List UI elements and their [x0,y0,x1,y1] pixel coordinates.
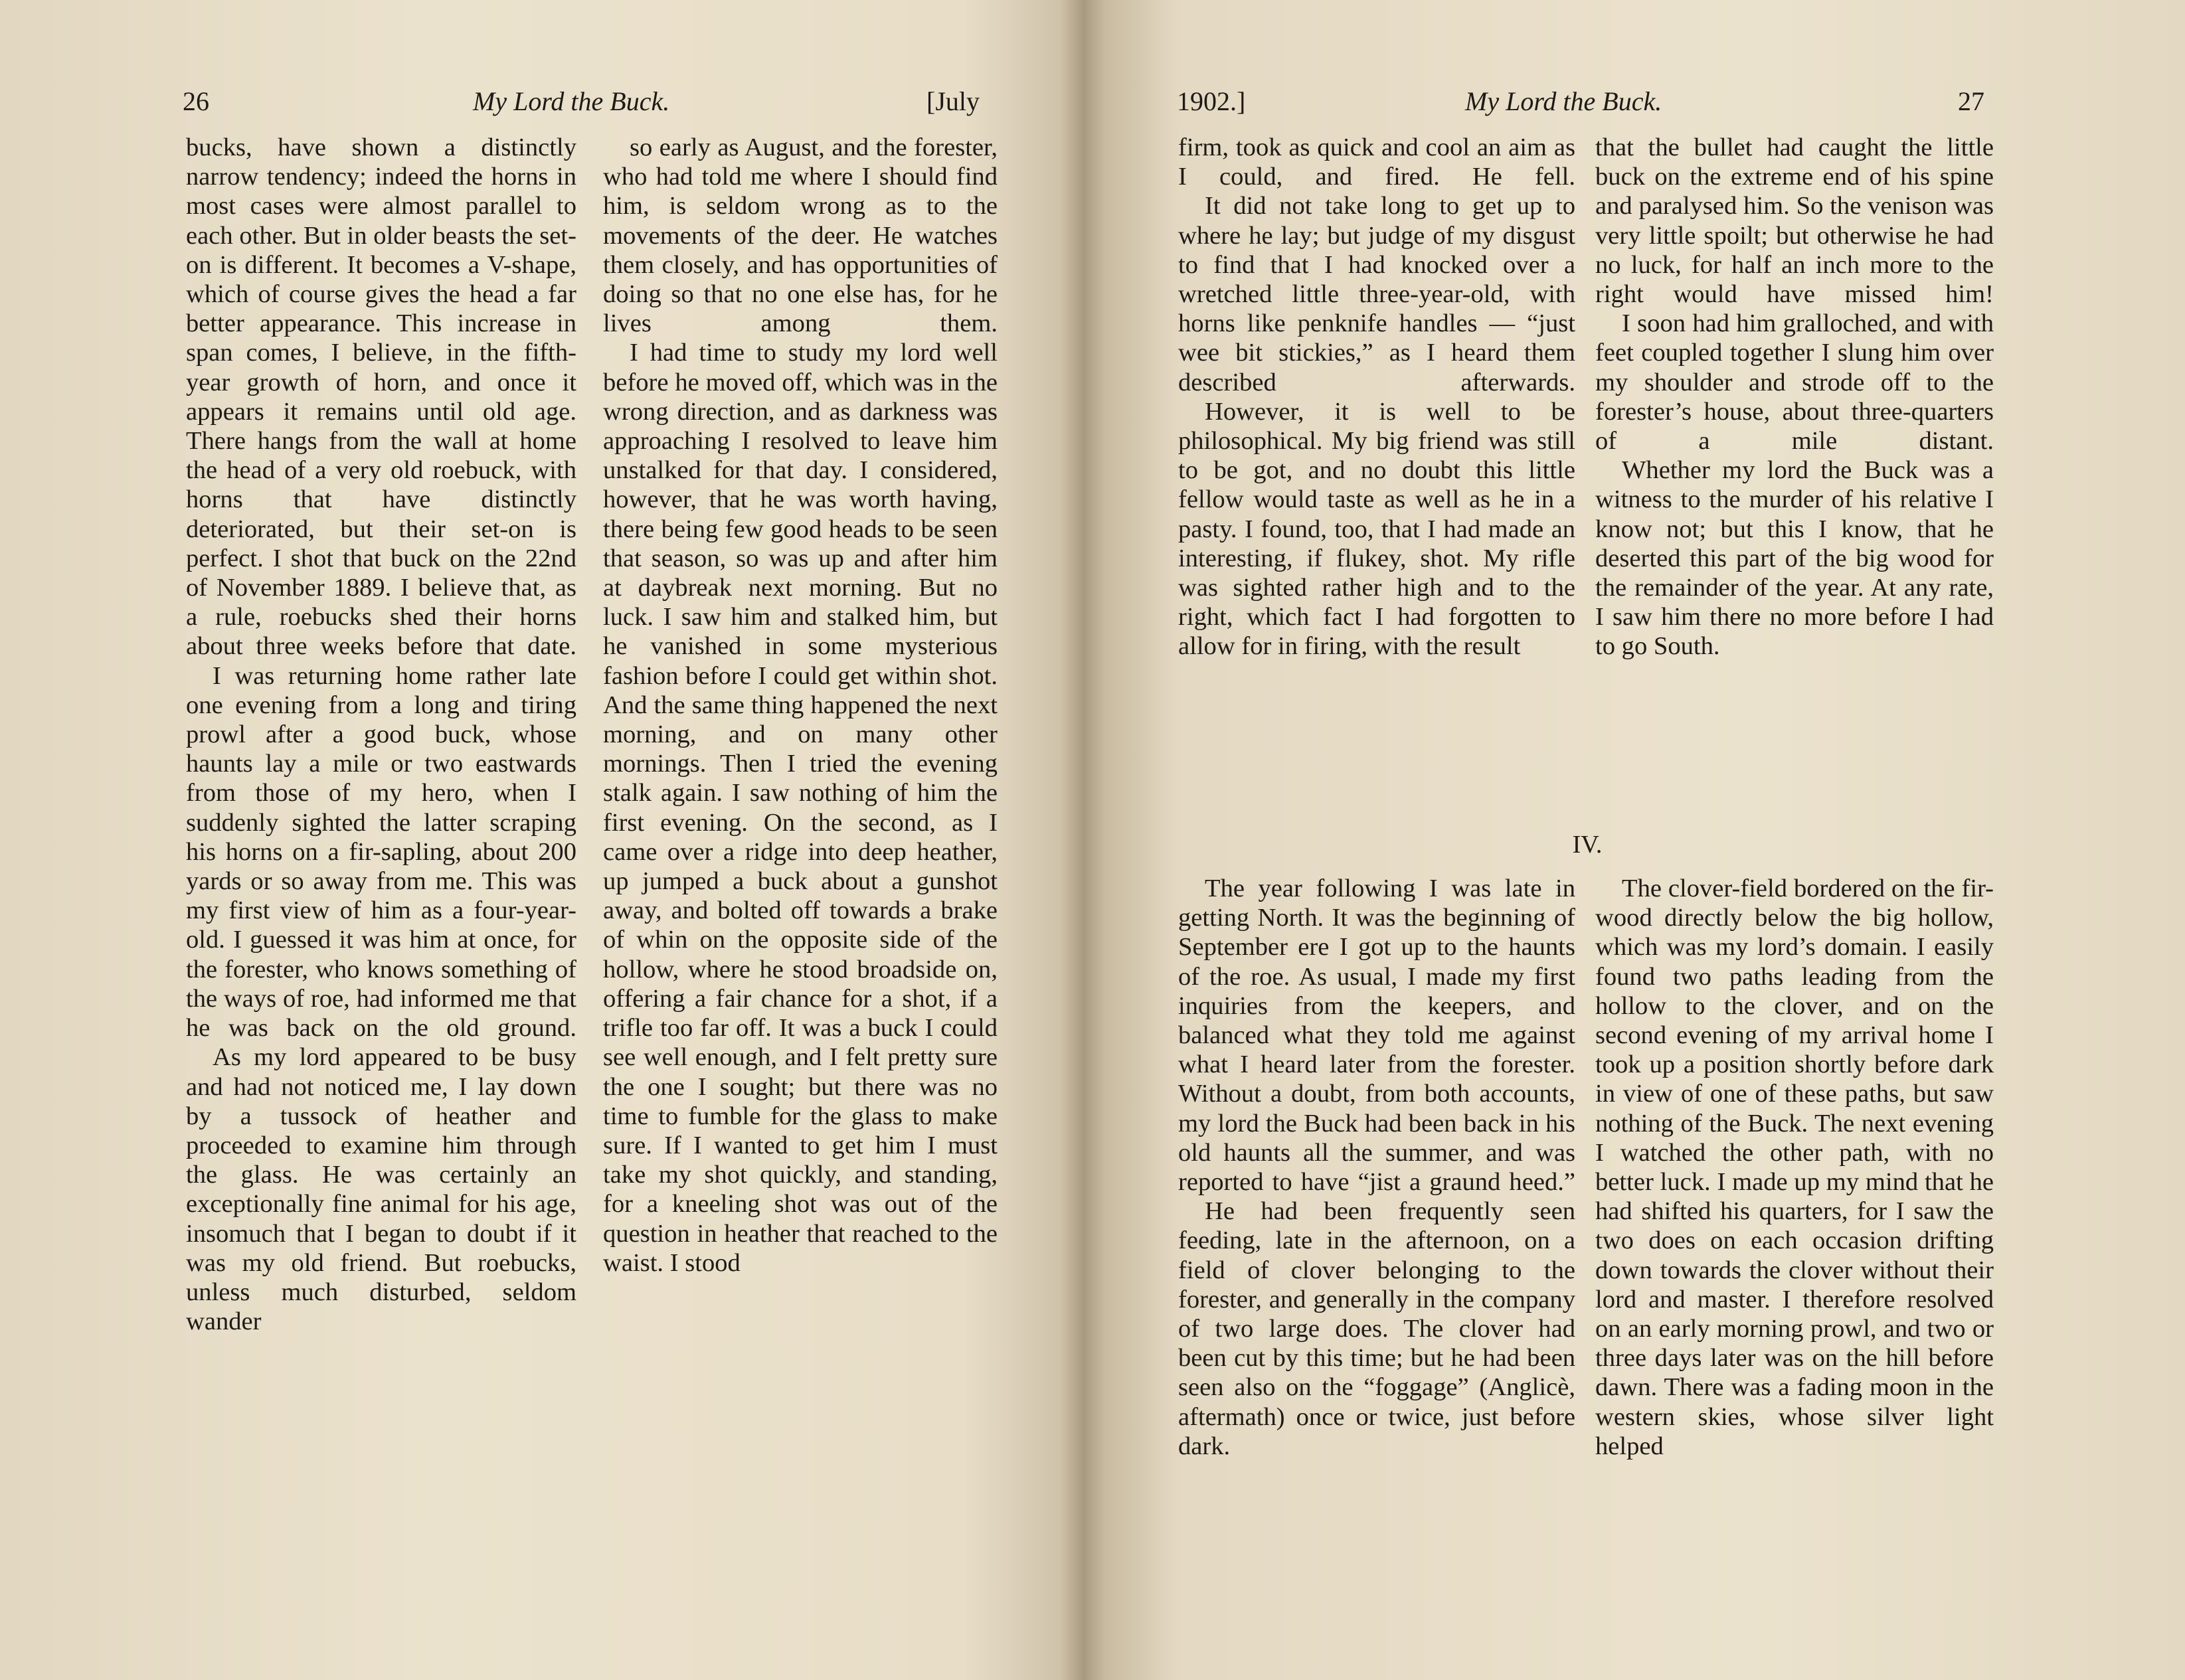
paragraph: I had time to study my lord well before he moved off, which was in the wrong direction, and as darkness was approaching I resolved to leave him unstalked for that day. I considered, however, that he was worth having, there being few good heads to be seen that season, so was up and after him at daybreak next morning. But no luck. I saw him and stalked him, but he vanished in some mysterious fashion before I could get within shot. And the same thing happened the next morning, and on many other mornings. Then I tried the evening stalk again. I saw nothing of him the first evening. On the second, as I came over a ridge into deep heather, up jumped a buck about a gunshot away, and bolted off towards a brake of whin on the opposite side of the hollow, where he stood broadside on, offering a fair chance for a shot, if a trifle too far off. It was a buck I could see well enough, and I felt pretty sure the one I sought; but there was no time to fumble for the glass to make sure. If I wanted to get him I must take my shot quickly, and standing, for a kneeling shot was out of the question in heather that reached to the waist. I stood [603,339,998,1277]
paragraph: It did not take long to get up to where he lay; but judge of my disgust to find that I had knocked over a wretched little three-year-old, with horns like penknife handles — “just wee bit stickies,” as I heard them described afterwards. [1178,192,1575,396]
page-number: 27 [1958,86,1984,116]
paragraph: firm, took as quick and cool an aim as I could, and fired. He fell. [1178,133,1575,191]
paragraph: The year following I was late in getting North. It was the beginning of September ere I got up to the haunts of the roe. As usual, I made my first inquiries from the keepers, and balanced what they told me against what I heard later from the forester. Without a doubt, from both accounts, my lord the Buck had been back in his old haunts all the summer, and was reported to have “jist a graund heed.” [1178,875,1575,1197]
paragraph: As my lord appeared to be busy and had not noticed me, I lay down by a tussock of heather and proceeded to examine him through the glass. He was certainly an exceptionally fine animal for his age, insomuch that I began to doubt if it was my old friend. But roebucks, unless much disturbed, seldom wander [186,1043,576,1336]
paragraph: He had been frequently seen feeding, late in the afternoon, on a field of clover belonging to the forester, and generally in the company of two large does. The clover had been cut by this time; but he had been seen also on the “foggage” (Anglicè, aftermath) once or twice, just before dark. [1178,1197,1575,1460]
paragraph: bucks, have shown a distinctly narrow tendency; indeed the horns in most cases were almost parallel to each other. But in older beasts the set-on is different. It becomes a V-shape, which of course gives the head a far better appearance. This increase in span comes, I believe, in the fifth-year growth of horn, and once it appears it remains until old age. There hangs from the wall at home the head of a very old roebuck, with horns that have distinctly deteriorated, but their set-on is perfect. I shot that buck on the 22nd of November 1889. I believe that, as a rule, roebucks shed their horns about three weeks before that date. [186,133,576,661]
page-number: 26 [183,86,209,116]
running-title: My Lord the Buck. [473,86,670,116]
right-page [1068,0,2185,1680]
running-date: [July [926,86,980,116]
right-page-header [1068,78,2185,125]
left-page-header [0,78,1068,125]
running-title: My Lord the Buck. [1465,86,1662,116]
right-column-2-top [1595,133,1994,661]
right-column-1-bottom [1178,874,1575,1461]
left-page [0,0,1068,1680]
left-column-1 [186,133,576,1336]
left-column-2 [603,133,998,1278]
right-column-1-top [1178,133,1575,661]
paragraph: I soon had him gralloched, and with feet coupled together I slung him over my shoulder and strode off to the forester’s house, about three-quarters of a mile distant. [1595,309,1994,456]
paragraph: However, it is well to be philosophical. My big friend was still to be got, and no doubt this little fellow would taste as well as he in a pasty. I found, too, that I had made an interesting, if flukey, shot. My rifle was sighted rather high and to the right, which fact I had forgotten to allow for in firing, with the result [1178,397,1575,661]
paragraph: Whether my lord the Buck was a witness to the murder of his relative I know not; but this I know, that he deserted this part of the big wood for the remainder of the year. At any rate, I saw him there no more before I had to go South. [1595,456,1994,661]
right-column-2-bottom [1595,874,1994,1461]
paragraph: The clover-field bordered on the fir-wood directly below the big hollow, which was my lord’s domain. I easily found two paths leading from the hollow to the clover, and on the second evening of my arrival home I took up a position shortly before dark in view of one of these paths, but saw nothing of the Buck. The next evening I watched the other path, with no better luck. I made up my mind that he had shifted his quarters, for I saw the two does on each occasion drifting down towards the clover without their lord and master. I therefore resolved on an early morning prowl, and two or three days later was on the hill before dawn. There was a fading moon in the western skies, whose silver light helped [1595,875,1994,1460]
paragraph: so early as August, and the forester, who had told me where I should find him, is seldom wrong as to the movements of the deer. He watches them closely, and has opportunities of doing so that no one else has, for he lives among them. [603,133,998,338]
paragraph: I was returning home rather late one evening from a long and tiring prowl after a good buck, whose haunts lay a mile or two eastwards from those of my hero, when I suddenly sighted the latter scraping his horns on a fir-sapling, about 200 yards or so away from me. This was my first view of him as a four-year-old. I guessed it was him at once, for the forester, who knows something of the ways of roe, had informed me that he was back on the old ground. [186,661,576,1043]
paragraph: that the bullet had caught the little buck on the extreme end of his spine and paralysed him. So the venison was very little spoilt; but otherwise he had no luck, for half an inch more to the right would have missed him! [1595,133,1994,309]
running-date: 1902.] [1177,86,1246,116]
section-heading: IV. [1572,831,1603,859]
